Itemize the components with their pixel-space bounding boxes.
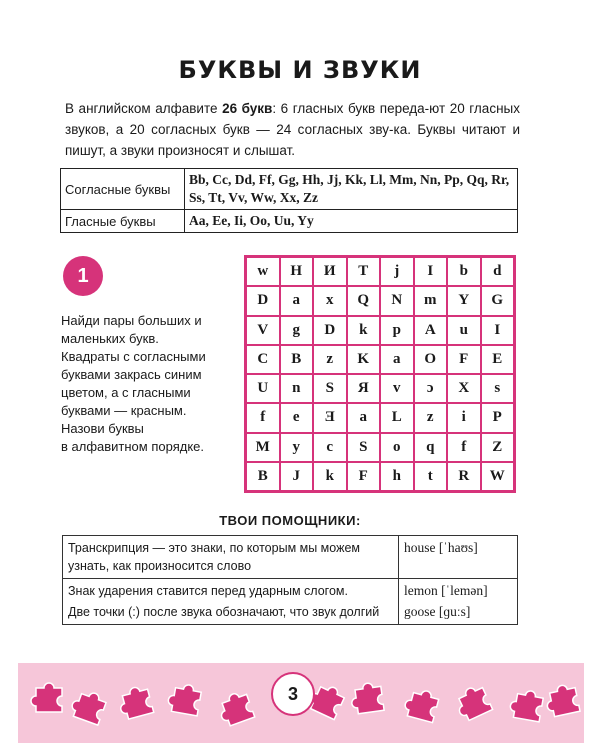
grid-cell[interactable]: s <box>481 374 515 403</box>
consonants-value: Bb, Cc, Dd, Ff, Gg, Hh, Jj, Kk, Ll, Mm, Nn, Pp, Qq, Rr, Ss, Tt, Vv, Ww, Xx, Zz <box>185 169 518 210</box>
intro-text-2: : 6 гласных букв переда-ют 20 гласных звуков, а 20 согласных букв — 24 согласных зву-ка. Буквы читают и пишут, а звуки произносят и слышат. <box>65 101 520 158</box>
grid-cell[interactable]: a <box>347 403 381 432</box>
grid-cell[interactable]: Ǝ <box>313 403 347 432</box>
task-line: Назови буквы <box>61 421 144 436</box>
grid-cell[interactable]: F <box>347 462 381 491</box>
grid-cell[interactable]: G <box>481 286 515 315</box>
helpers-title: ТВОИ ПОМОЩНИКИ: <box>219 513 361 528</box>
grid-cell[interactable]: D <box>246 286 280 315</box>
page-title: БУКВЫ И ЗВУКИ <box>178 56 422 84</box>
puzzle-piece-icon <box>165 675 211 721</box>
grid-cell[interactable]: T <box>347 257 381 286</box>
grid-cell[interactable]: R <box>447 462 481 491</box>
task-line: Квадраты с согласными <box>61 349 206 364</box>
example-word: goose [ɡuːs] <box>404 604 471 619</box>
grid-cell[interactable]: F <box>447 345 481 374</box>
intro-bold: 26 букв <box>222 101 273 116</box>
grid-cell[interactable]: y <box>280 433 314 462</box>
grid-cell[interactable]: m <box>414 286 448 315</box>
task-number-badge: 1 <box>63 256 103 296</box>
grid-cell[interactable]: I <box>414 257 448 286</box>
grid-cell[interactable]: g <box>280 316 314 345</box>
grid-cell[interactable]: n <box>280 374 314 403</box>
grid-cell[interactable]: w <box>246 257 280 286</box>
grid-cell[interactable]: j <box>380 257 414 286</box>
table-row <box>61 169 518 210</box>
grid-cell[interactable]: h <box>380 462 414 491</box>
grid-cell[interactable]: a <box>380 345 414 374</box>
puzzle-piece-icon <box>347 673 392 718</box>
grid-cell[interactable]: u <box>447 316 481 345</box>
grid-cell[interactable]: p <box>380 316 414 345</box>
puzzle-piece-icon <box>541 674 588 721</box>
vowels-label: Гласные буквы <box>61 210 185 233</box>
grid-cell[interactable]: S <box>347 433 381 462</box>
grid-cell[interactable]: O <box>414 345 448 374</box>
grid-cell[interactable]: U <box>246 374 280 403</box>
intro-paragraph <box>65 98 520 161</box>
grid-cell[interactable]: v <box>380 374 414 403</box>
helper-definition <box>63 536 399 579</box>
helpers-table <box>62 535 518 625</box>
table-row <box>63 536 518 579</box>
grid-cell[interactable]: f <box>447 433 481 462</box>
grid-cell[interactable]: d <box>481 257 515 286</box>
grid-cell[interactable]: z <box>414 403 448 432</box>
task-line: в алфавитном порядке. <box>61 439 204 454</box>
grid-cell[interactable]: z <box>313 345 347 374</box>
grid-cell[interactable]: e <box>280 403 314 432</box>
grid-cell[interactable]: J <box>280 462 314 491</box>
grid-cell[interactable]: k <box>313 462 347 491</box>
grid-cell[interactable]: X <box>447 374 481 403</box>
grid-cell[interactable]: Z <box>481 433 515 462</box>
vowels-value: Aa, Ee, Ii, Oo, Uu, Yy <box>185 210 518 233</box>
task-instructions <box>61 312 236 456</box>
grid-cell[interactable]: L <box>380 403 414 432</box>
grid-cell[interactable]: c <box>313 433 347 462</box>
helper-text: Транскрипция — это знаки, по которым мы можем узнать, как произносится слово <box>68 541 360 573</box>
puzzle-piece-icon <box>30 676 70 716</box>
helper-text: Две точки (:) после звука обозначают, что звук долгий <box>68 605 380 619</box>
grid-cell[interactable]: И <box>313 257 347 286</box>
grid-cell[interactable]: K <box>347 345 381 374</box>
consonants-label: Согласные буквы <box>61 169 185 210</box>
table-row <box>61 210 518 233</box>
grid-cell[interactable]: C <box>246 345 280 374</box>
task-line: буквами — красным. <box>61 403 187 418</box>
table-row <box>63 579 518 625</box>
grid-cell[interactable]: o <box>380 433 414 462</box>
grid-cell[interactable]: W <box>481 462 515 491</box>
grid-cell[interactable]: x <box>313 286 347 315</box>
helper-definition <box>63 579 399 625</box>
grid-cell[interactable]: i <box>447 403 481 432</box>
grid-cell[interactable]: N <box>380 286 414 315</box>
example-word: house [ˈhaʊs] <box>404 540 478 555</box>
grid-cell[interactable]: Q <box>347 286 381 315</box>
grid-cell[interactable]: a <box>280 286 314 315</box>
helper-example <box>399 579 518 625</box>
helper-text: Знак ударения ставится перед ударным слогом. <box>68 584 348 598</box>
task-line: Найди пары больших и <box>61 313 202 328</box>
grid-cell[interactable]: S <box>313 374 347 403</box>
grid-cell[interactable]: V <box>246 316 280 345</box>
grid-cell[interactable]: b <box>447 257 481 286</box>
grid-cell[interactable]: k <box>347 316 381 345</box>
grid-cell[interactable]: Я <box>347 374 381 403</box>
task-line: буквами закрась синим <box>61 367 202 382</box>
grid-cell[interactable]: A <box>414 316 448 345</box>
letters-table <box>60 168 518 233</box>
task-line: маленьких букв. <box>61 331 159 346</box>
grid-cell[interactable]: B <box>280 345 314 374</box>
example-word: lemon [ˈlemən] <box>404 583 488 598</box>
grid-cell[interactable]: P <box>481 403 515 432</box>
grid-cell[interactable]: M <box>246 433 280 462</box>
grid-cell[interactable]: E <box>481 345 515 374</box>
grid-cell[interactable]: Y <box>447 286 481 315</box>
grid-cell[interactable]: t <box>414 462 448 491</box>
grid-cell[interactable]: B <box>246 462 280 491</box>
grid-cell[interactable]: f <box>246 403 280 432</box>
grid-cell[interactable]: D <box>313 316 347 345</box>
grid-cell[interactable]: I <box>481 316 515 345</box>
grid-cell[interactable]: H <box>280 257 314 286</box>
grid-cell[interactable]: ɔ <box>414 374 448 403</box>
grid-cell[interactable]: q <box>414 433 448 462</box>
task-line: цветом, а с гласными <box>61 385 191 400</box>
letter-grid <box>244 255 516 493</box>
intro-text-1: В английском алфавите <box>65 101 223 116</box>
page-number: 3 <box>271 672 315 716</box>
helper-example <box>399 536 518 579</box>
